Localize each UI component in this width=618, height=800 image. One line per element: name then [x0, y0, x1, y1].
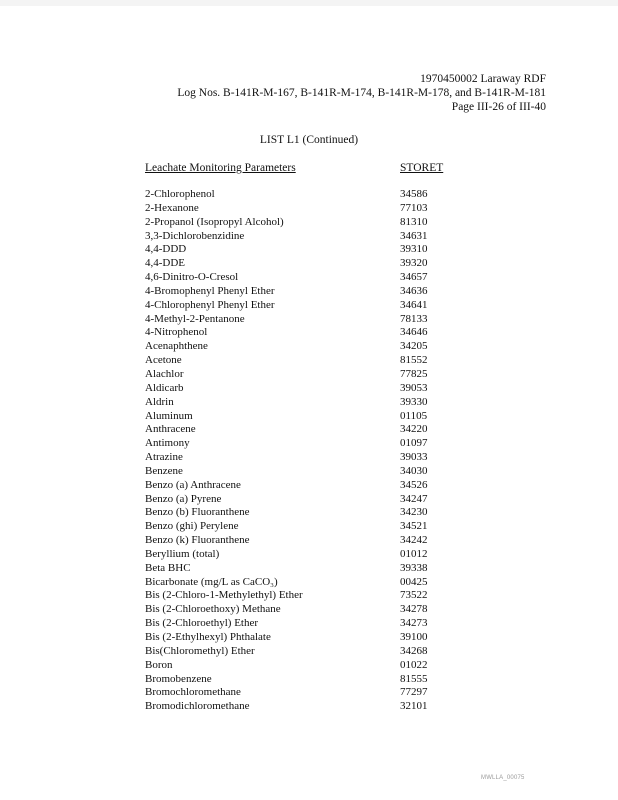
parameter-name: 4-Nitrophenol [145, 326, 208, 339]
parameter-name: Bromodichloromethane [145, 700, 250, 713]
parameter-name: 4-Methyl-2-Pentanone [145, 312, 245, 325]
storet-code: 34586 [400, 188, 428, 200]
parameter-name: Beta BHC [145, 561, 191, 574]
storet-code: 81555 [400, 672, 428, 685]
storet-code: 34242 [400, 534, 428, 547]
header-facility-line: 1970450002 Laraway RDF [420, 73, 546, 85]
list-item [145, 451, 505, 465]
parameter-name: 2-Propanol (Isopropyl Alcohol) [145, 215, 284, 228]
storet-code: 39033 [400, 451, 428, 464]
list-item [145, 534, 505, 548]
list-item [145, 299, 505, 313]
parameter-name: Benzene [145, 464, 183, 477]
list-item [145, 659, 505, 673]
parameter-name: Anthracene [145, 423, 196, 436]
bates-stamp: MWLLA_00075 [481, 775, 525, 781]
storet-code: 39330 [400, 395, 428, 408]
parameter-name: Bis (2-Chloroethyl) Ether [145, 617, 259, 630]
list-item [145, 188, 505, 202]
list-item [145, 479, 505, 493]
list-item [145, 576, 505, 590]
parameter-name: Benzo (k) Fluoranthene [145, 534, 250, 547]
storet-code: 77297 [400, 686, 428, 699]
list-item [145, 437, 505, 451]
parameter-name: Acetone [145, 354, 182, 367]
storet-code: 34646 [400, 326, 428, 339]
storet-code: 77103 [400, 201, 428, 214]
parameter-name: Boron [145, 658, 173, 671]
list-title: LIST L1 (Continued) [259, 134, 359, 146]
storet-code: 32101 [400, 700, 428, 713]
list-item [145, 230, 505, 244]
storet-code: 39310 [400, 243, 428, 256]
storet-code: 34268 [400, 644, 428, 657]
storet-code: 34247 [400, 492, 428, 505]
list-item [145, 562, 505, 576]
list-item [145, 700, 505, 714]
storet-code: 34030 [400, 464, 428, 477]
list-item [145, 313, 505, 327]
parameter-list [145, 188, 505, 714]
parameter-name: Bis (2-Ethylhexyl) Phthalate [145, 631, 271, 643]
storet-code: 39338 [400, 561, 428, 574]
storet-code: 81310 [400, 215, 428, 228]
list-item [145, 548, 505, 562]
parameter-name: 2-Hexanone [145, 201, 199, 214]
parameter-name: 3,3-Dichlorobenzidine [145, 229, 245, 242]
parameter-name: 4-Chlorophenyl Phenyl Ether [145, 298, 275, 311]
storet-code: 34521 [400, 520, 428, 533]
storet-code: 00425 [400, 575, 428, 588]
parameter-name: 2-Chlorophenol [145, 188, 215, 200]
list-item [145, 520, 505, 534]
storet-code: 81552 [400, 354, 428, 367]
parameter-name: Aldicarb [145, 381, 184, 394]
list-item [145, 257, 505, 271]
storet-code: 34278 [400, 603, 428, 616]
list-item [145, 673, 505, 687]
list-item [145, 410, 505, 424]
storet-code: 34641 [400, 298, 428, 311]
parameter-name: Bromochloromethane [145, 686, 241, 699]
storet-code: 39100 [400, 631, 428, 643]
list-item [145, 340, 505, 354]
list-item [145, 493, 505, 507]
storet-code: 01105 [400, 409, 428, 422]
parameter-name: Benzo (a) Pyrene [145, 492, 222, 505]
storet-code: 34631 [400, 229, 428, 242]
storet-code: 34205 [400, 340, 428, 353]
storet-code: 01012 [400, 547, 428, 560]
list-item [145, 617, 505, 631]
storet-code: 34657 [400, 271, 428, 284]
column-header-storet: STORET [400, 162, 444, 174]
list-item [145, 631, 505, 645]
parameter-name: Alachlor [145, 367, 184, 380]
list-item [145, 202, 505, 216]
header-log-numbers: Log Nos. B-141R-M-167, B-141R-M-174, B-141R-M-178, and B-141R-M-181 [177, 87, 546, 99]
storet-code: 34220 [400, 423, 428, 436]
list-item [145, 271, 505, 285]
parameter-name: Acenaphthene [145, 340, 208, 353]
storet-code: 34230 [400, 506, 428, 519]
parameter-name: Aldrin [145, 395, 174, 408]
storet-code: 78133 [400, 312, 428, 325]
storet-code: 77825 [400, 367, 428, 380]
storet-code: 01022 [400, 658, 428, 671]
list-item [145, 382, 505, 396]
list-item [145, 465, 505, 479]
storet-code: 73522 [400, 589, 428, 602]
list-item [145, 603, 505, 617]
parameter-name: 4-Bromophenyl Phenyl Ether [145, 284, 275, 297]
list-item [145, 645, 505, 659]
list-item [145, 285, 505, 299]
parameter-name: 4,4-DDE [145, 257, 186, 270]
parameter-name: Bicarbonate (mg/L as CaCO₃) [145, 575, 278, 588]
parameter-name: Bis (2-Chloroethoxy) Methane [145, 603, 281, 616]
header-page-number: Page III-26 of III-40 [451, 101, 546, 113]
storet-code: 39320 [400, 257, 428, 270]
list-item [145, 368, 505, 382]
parameter-name: 4,6-Dinitro-O-Cresol [145, 271, 239, 284]
storet-code: 39053 [400, 381, 428, 394]
list-item [145, 243, 505, 257]
parameter-name: Bis (2-Chloro-1-Methylethyl) Ether [145, 589, 303, 602]
list-item [145, 686, 505, 700]
storet-code: 34273 [400, 617, 428, 630]
parameter-name: Benzo (ghi) Perylene [145, 520, 239, 533]
list-item [145, 216, 505, 230]
storet-code: 34636 [400, 284, 428, 297]
list-item [145, 326, 505, 340]
parameter-name: Antimony [145, 437, 190, 450]
parameter-name: Bromobenzene [145, 672, 212, 685]
storet-code: 34526 [400, 478, 428, 491]
parameter-name: Bis(Chloromethyl) Ether [145, 644, 255, 657]
parameter-name: Benzo (a) Anthracene [145, 478, 241, 491]
column-header-parameters: Leachate Monitoring Parameters [145, 162, 296, 174]
list-item [145, 423, 505, 437]
parameter-name: Aluminum [145, 409, 193, 422]
parameter-name: Benzo (b) Fluoranthene [145, 506, 250, 519]
storet-code: 01097 [400, 437, 428, 450]
list-item [145, 506, 505, 520]
parameter-name: 4,4-DDD [145, 243, 187, 256]
scan-edge [0, 0, 618, 6]
list-item [145, 396, 505, 410]
list-item [145, 354, 505, 368]
parameter-name: Atrazine [145, 451, 183, 464]
list-item [145, 589, 505, 603]
parameter-name: Beryllium (total) [145, 547, 220, 560]
document-header [177, 72, 546, 114]
